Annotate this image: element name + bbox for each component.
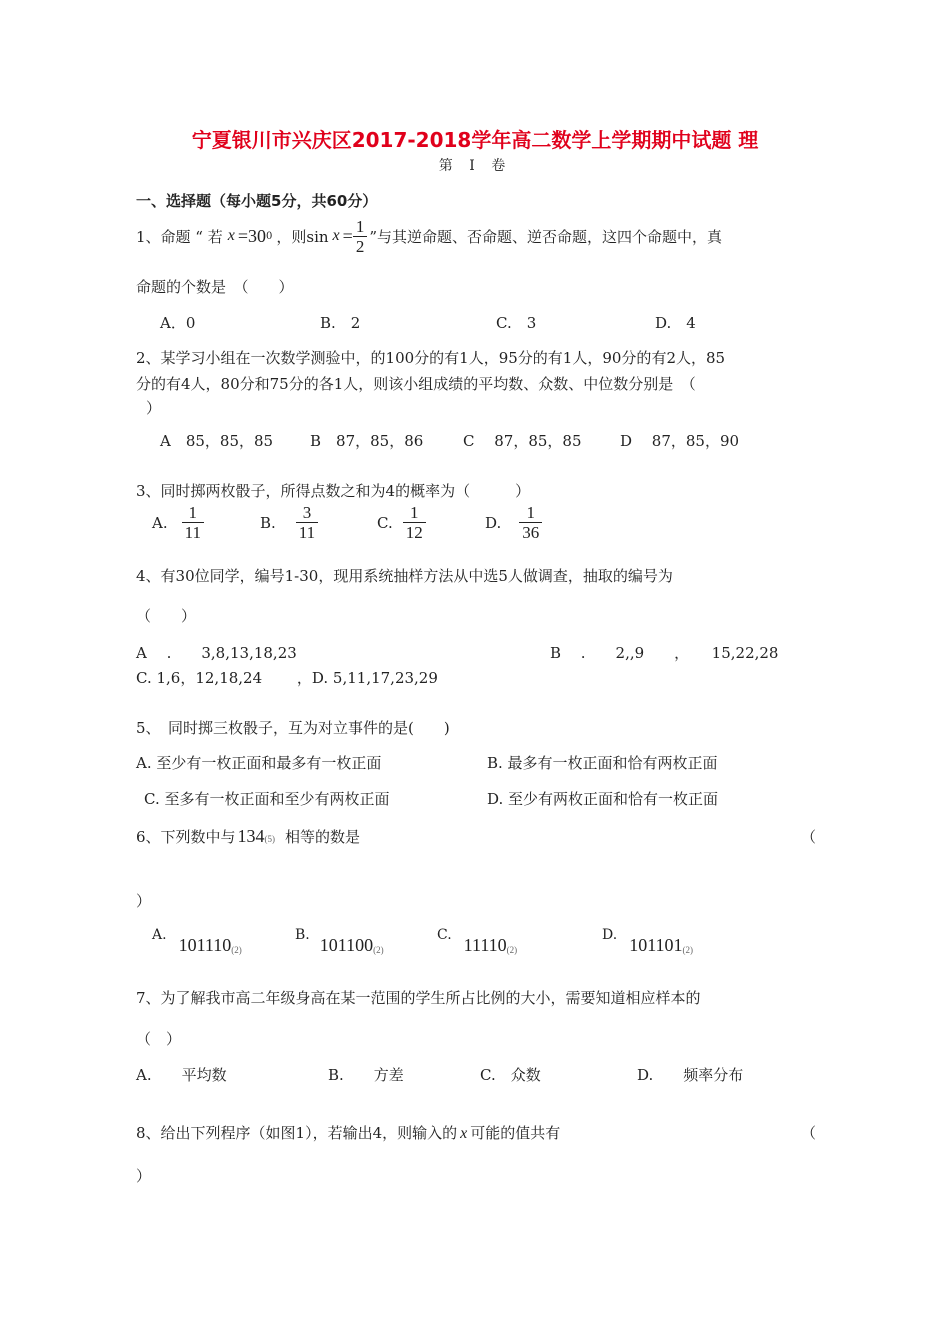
q1-option-a: A．0 [160,314,196,332]
q6-option-a-label: A. [152,927,167,943]
q3-option-a-fraction [182,503,204,542]
q7-option-d: D. 频率分布 [637,1066,744,1084]
q1-text-part1: 1、命题 “ 若 [136,227,223,246]
q6-option-c-value: 11110 [463,935,507,955]
question-7-line-2: （ ） [136,1030,182,1048]
q3-option-d [485,503,542,542]
q3-c-num: 1 [403,503,426,523]
q1-option-d: D. 4 [655,314,696,332]
q3-d-den: 36 [522,523,540,542]
q1-var-x2: x [332,227,340,244]
question-3-line-1: 3、同时掷两枚骰子，所得点数之和为4的概率为（ ） [136,482,531,500]
question-4-line-1: 4、有30位同学，编号1-30，现用系统抽样方法从中选5人做调查，抽取的编号为 [136,567,673,585]
q1-degree: 0 [266,230,273,242]
volume-subtitle: 第 I 卷 [438,158,512,174]
q5-option-c: C. 至多有一枚正面和至少有两枚正面 [144,790,390,808]
question-2-line-2: 分的有4人，80分和75分的各1人，则该小组成绩的平均数、众数、中位数分别是 （ [136,375,696,393]
q6-option-c-base: (2) [506,945,518,955]
q6-option-b-base: (2) [373,945,384,955]
q6-paren-close: ） [136,892,152,910]
question-1-line-2: 命题的个数是 （ ） [136,278,294,296]
q3-option-a-label: A. [152,513,168,532]
question-4-line-2: （ ） [136,607,197,625]
q4-option-b: B . 2,,9 ， 15,22,28 [550,644,779,662]
q6-base: (5) [264,834,276,844]
q3-option-c-fraction [403,503,426,542]
q5-option-d: D. 至少有两枚正面和恰有一枚正面 [487,790,719,808]
question-2-line-3: ） [146,399,162,417]
q3-d-num: 1 [519,503,542,523]
q3-option-c [377,503,426,542]
q7-option-a: A. 平均数 [136,1066,227,1084]
q3-b-den: 11 [298,523,316,542]
q6-text-part2: 相等的数是 [285,828,361,846]
q6-option-b [295,927,384,956]
question-1-line-1 [136,213,722,259]
q1-text-part2: ，则sin [276,227,329,246]
q1-eq: = [342,225,353,246]
question-8-line-1 [136,1122,560,1143]
q1-text-part3: ”与其逆命题、否命题、逆否命题，这四个命题中，真 [369,227,722,246]
q2-option-c: C 87，85，85 [463,432,582,450]
q6-option-a-value: 101110 [178,935,232,955]
q6-option-d-label: D. [602,927,618,943]
q3-a-num: 1 [182,503,204,523]
q1-var-x: x [227,227,235,244]
q6-option-d [602,927,693,956]
question-5-line-1: 5、 同时掷三枚骰子，互为对立事件的是( ) [136,719,450,737]
q8-text-part2: 可能的值共有 [470,1124,561,1142]
q1-eq-30: =30 [237,225,267,246]
q3-option-b [260,503,318,542]
question-6-line-1 [136,826,360,847]
q8-paren-open: （ [801,1124,817,1142]
q6-number: 134 [237,826,265,846]
q3-a-den: 11 [184,523,201,542]
question-2-line-1: 2、某学习小组在一次数学测验中，的100分的有1人，95分的有1人，90分的有2人，85 [136,349,726,367]
question-7-line-1: 7、为了解我市高二年级身高在某一范围的学生所占比例的大小，需要知道相应样本的 [136,989,701,1007]
q8-text-part1: 8、给出下列程序（如图1），若输出4，则输入的 [136,1124,458,1142]
q6-option-b-label: B. [295,927,310,943]
q1-option-c: C. 3 [496,314,537,332]
q3-c-den: 12 [405,523,423,542]
q6-option-a-base: (2) [231,945,242,955]
q3-option-d-label: D. [485,513,502,532]
q1-frac-den: 2 [355,236,365,256]
q3-option-d-fraction [519,503,542,542]
q4-option-a: A . 3,8,13,18,23 [136,644,297,662]
q8-var-x: x [460,1125,468,1142]
q6-option-a [152,927,242,956]
q2-option-d: D 87，85，90 [620,432,740,450]
q5-option-a: A. 至少有一枚正面和最多有一枚正面 [136,754,382,772]
q3-option-c-label: C. [377,513,393,532]
q4-option-c-d: C. 1,6，12,18,24 ，D. 5,11,17,23,29 [136,669,438,687]
q1-frac-num: 1 [353,217,368,237]
q3-option-b-label: B. [260,513,276,532]
section-heading: 一、选择题（每小题5分，共60分） [136,192,378,210]
q6-text-part1: 6、下列数中与 [136,828,236,846]
q6-option-d-value: 101101 [629,935,683,955]
q3-option-a [152,503,204,542]
q6-option-c-label: C. [437,927,452,943]
q6-paren-open: （ [801,828,817,846]
page-title: 宁夏银川市兴庆区2017-2018学年高二数学上学期期中试题 理 [191,128,759,152]
q2-option-a: A 85，85，85 [160,432,274,450]
q5-option-b: B. 最多有一枚正面和恰有两枚正面 [487,754,718,772]
q1-option-b: B. 2 [320,314,361,332]
q2-option-b: B 87，85，86 [310,432,424,450]
q7-option-b: B. 方差 [328,1066,404,1084]
q7-option-c: C. 众数 [480,1066,541,1084]
q3-b-num: 3 [296,503,318,523]
q6-option-b-value: 101100 [319,935,374,955]
q1-fraction [353,217,368,256]
q6-option-d-base: (2) [682,945,694,955]
q6-option-c [437,927,517,956]
q3-option-b-fraction [296,503,318,542]
q8-paren-close: ） [136,1167,152,1185]
